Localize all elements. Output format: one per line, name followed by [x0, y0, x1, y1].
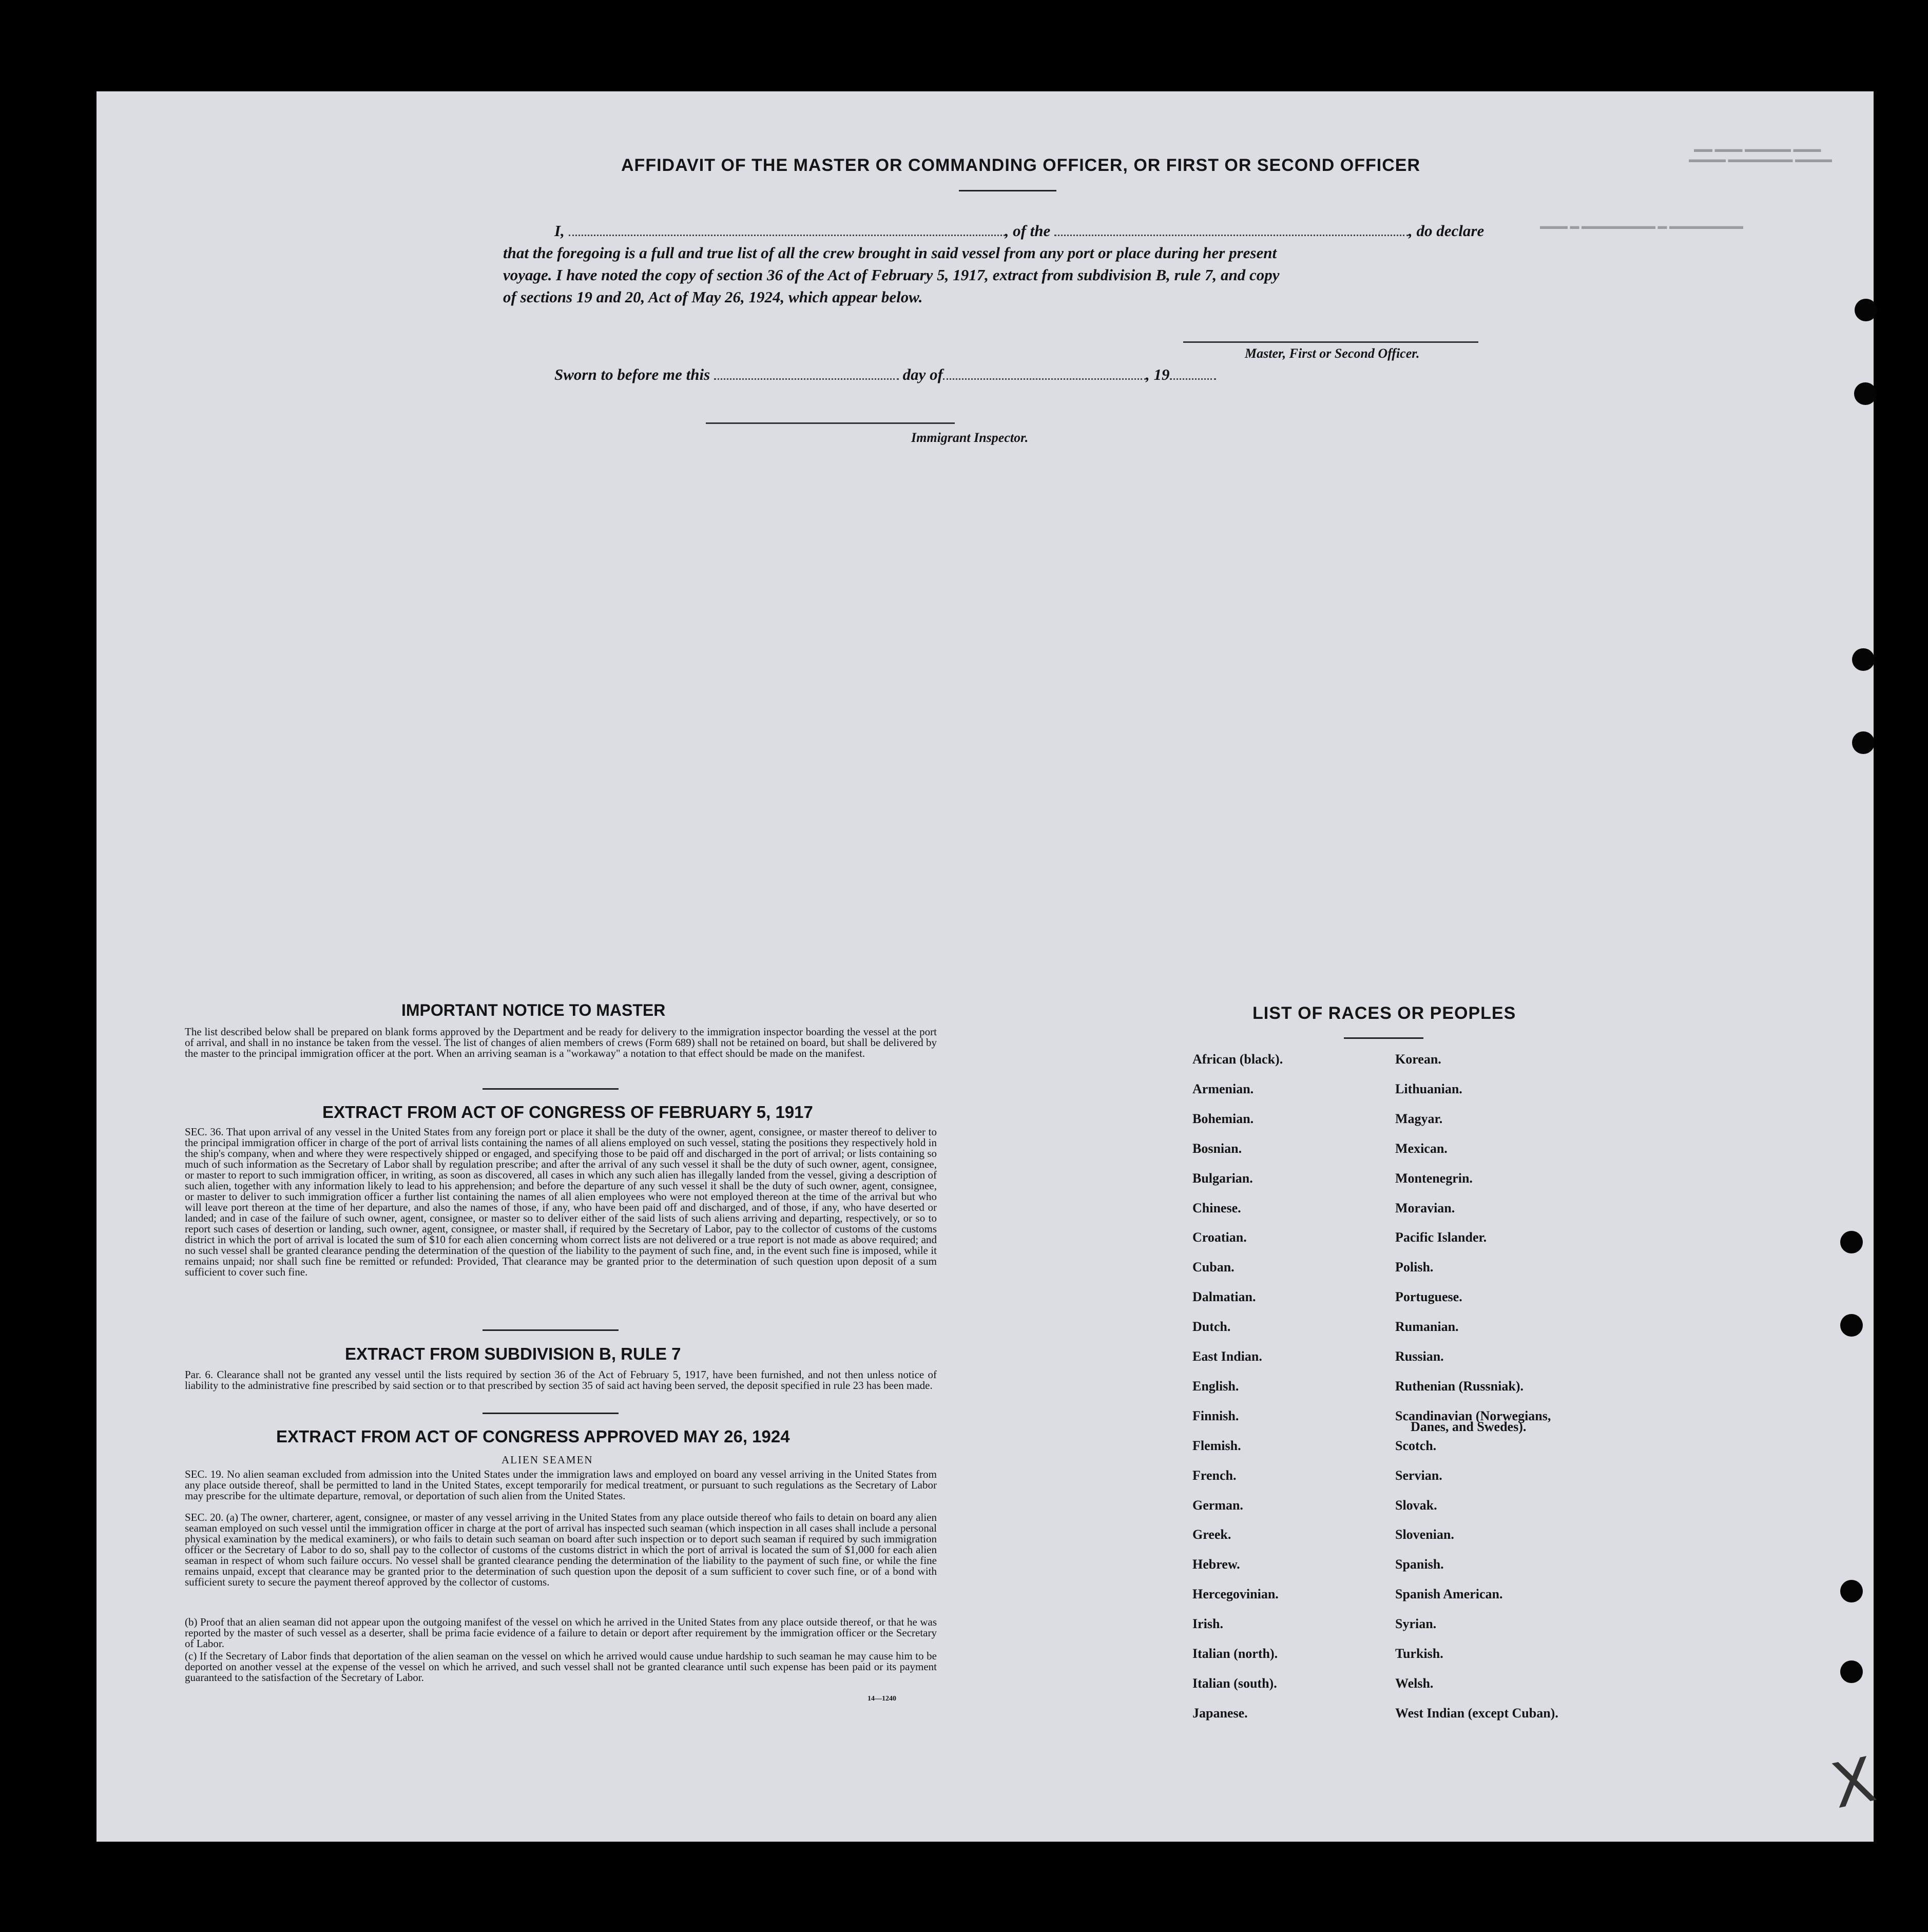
binder-hole: [1840, 1231, 1863, 1253]
race-entry: Pacific Islander.: [1395, 1230, 1487, 1245]
race-entry: Spanish American.: [1395, 1587, 1503, 1602]
race-entry: Mexican.: [1395, 1141, 1448, 1156]
race-entry: East Indian.: [1192, 1349, 1262, 1364]
extract-1917-body: SEC. 36. That upon arrival of any vessel in the United States from any foreign port or place it shall be the duty of the owner, agent, consignee, or master thereof to deliver to the principal immigration officer in charge of the port of arrival lists containing the names of all aliens employed on such vessel, stating the positions they respectively hold in the ship's company, when and where they were respectively shipped or engaged, and specifying those to be paid off and discharged in the port of arrival; or lists containing so much of such information as the Secretary of Labor shall by regulation prescribe; and after the arrival of any such vessel it shall be the duty of such owner, agent, consignee, or master to report to such immigration officer, in writing, as soon as discovered, all cases in which any such alien has illegally landed from the vessel, giving a description of such alien, together with any information likely to lead to his apprehension; and before the departure of any such vessel it shall be the duty of such owner, agent, consignee, or master to deliver to such immigration officer a further list containing the names of all alien employees who were not employed thereon at the time of the arrival but who will leave port thereon at the time of her departure, and also the names of those, if any, who have been paid off and discharged, and of those, if any, who have deserted or landed; and in case of the failure of such owner, agent, consignee, or master so to deliver either of the said lists of such aliens arriving and departing, respectively, or so to report such cases of desertion or landing, such owner, agent, consignee, or master shall, if required by the Secretary of Labor, pay to the collector of customs of the customs district in which the port of arrival is located the sum of $10 for each alien concerning whom correct lists are not delivered or a true report is not made as above required; and no such vessel shall be granted clearance pending the determination of the question of the liability to the payment of such fine, and, in the event such fine is imposed, while it remains unpaid; nor shall such fine be remitted or refunded: Provided, That clearance may be granted prior to the determination of such question upon deposit of a sum sufficient to cover such fine.: [185, 1126, 937, 1278]
binder-hole: [1840, 1660, 1863, 1683]
sworn-text: day of: [902, 365, 943, 383]
race-entry: West Indian (except Cuban).: [1395, 1705, 1558, 1721]
year-blank[interactable]: [1170, 368, 1216, 380]
bleed-through-text: ▬▬▬ ▬ ▬▬▬▬▬▬▬▬ ▬ ▬▬▬▬▬▬▬▬: [1540, 221, 1743, 231]
race-entry: Russian.: [1395, 1349, 1444, 1364]
vessel-blank[interactable]: [1054, 224, 1409, 236]
binder-hole: [1852, 731, 1875, 754]
notice-title: IMPORTANT NOTICE TO MASTER: [401, 1001, 666, 1019]
inspector-caption: Immigrant Inspector.: [911, 430, 1029, 445]
race-entry: Cuban.: [1192, 1260, 1235, 1275]
race-entry: Italian (north).: [1192, 1646, 1278, 1661]
race-entry: English.: [1192, 1378, 1239, 1394]
notice-body: The list described below shall be prepared on blank forms approved by the Department and be ready for delivery to the immigration inspector boarding the vessel at the port of arrival, and shall in no instance be taken from the vessel. The list of changes of alien members of crews (Form 689) shall not be retained on board, but shall be delivered by the master to the principal immigration officer at the port. When an arriving seaman is a "workaway" a notation to that effect should be made on the manifest.: [185, 1026, 937, 1059]
section-divider: [483, 1329, 619, 1331]
sworn-line: [554, 365, 1216, 384]
race-entry: Ruthenian (Russniak).: [1395, 1378, 1524, 1394]
race-entry: Portuguese.: [1395, 1289, 1462, 1305]
races-title: LIST OF RACES OR PEOPLES: [1252, 1003, 1516, 1023]
race-entry: Irish.: [1192, 1616, 1223, 1632]
race-entry: Chinese.: [1192, 1200, 1241, 1215]
sec19-body: SEC. 19. No alien seaman excluded from admission into the United States under the immigration laws and employed on board any vessel arriving in the United States from any place outside thereof, shall be permitted to land in the United States, except temporarily for medical treatment, or pursuant to such regulations as the Secretary of Labor may prescribe for the ultimate departure, removal, or deportation of such alien from the United States.: [185, 1468, 937, 1502]
race-entry: Korean.: [1395, 1052, 1441, 1067]
month-blank[interactable]: [943, 368, 1146, 380]
binder-hole: [1852, 648, 1875, 671]
race-entry: Japanese.: [1192, 1705, 1248, 1721]
binder-hole: [1855, 299, 1877, 321]
race-entry: German.: [1192, 1497, 1243, 1513]
affidavit-text: , of the: [1005, 222, 1051, 240]
sec20c-body: (c) If the Secretary of Labor finds that deportation of the alien seaman on the vessel on which he arrived would cause undue hardship to such seaman he may cause him to be deported on another vessel at the expense of the vessel on which he arrived, and such vessel shall not be granted clearance until such expense has been paid or its payment guaranteed to the satisfaction of the Secretary of Labor.: [185, 1650, 937, 1684]
affidavit-text: , do declare: [1409, 222, 1484, 240]
race-entry: Dalmatian.: [1192, 1289, 1256, 1305]
race-entry: Finnish.: [1192, 1408, 1239, 1423]
race-entry: Dutch.: [1192, 1319, 1231, 1335]
extract-rule7-title: EXTRACT FROM SUBDIVISION B, RULE 7: [345, 1344, 681, 1363]
race-entry: Bohemian.: [1192, 1111, 1254, 1126]
affidavit-text: I,: [554, 222, 565, 240]
sec20a-body: SEC. 20. (a) The owner, charterer, agent, consignee, or master of any vessel arriving in the United States from any place outside thereof who fails to detain on board any alien seaman employed on such vessel until the immigration officer in charge at the port of arrival has inspected such seaman (which inspection in all cases shall include a personal physical examination by the medical examiners), or who fails to detain such seaman on board after such inspection or to deport such seaman if required by such immigration officer or the Secretary of Labor to do so, shall pay to the collector of customs of the customs district in which the port of arrival is located the sum of $1,000 for each alien seaman in respect of whom such failure occurs. No vessel shall be granted clearance pending the determination of the liability to the payment of such fine, or while the fine remains unpaid, except that clearance may be granted prior to the determination of such question upon the deposit of a sum sufficient to cover such fine, or of a bond with sufficient surety to secure the payment thereof approved by the collector of customs.: [185, 1511, 937, 1588]
race-entry: Turkish.: [1395, 1646, 1443, 1661]
binder-hole: [1840, 1580, 1863, 1602]
master-signature-caption: Master, First or Second Officer.: [1245, 346, 1420, 361]
race-entry: Welsh.: [1395, 1675, 1434, 1691]
race-entry: Bulgarian.: [1192, 1170, 1253, 1186]
race-entry: Lithuanian.: [1395, 1081, 1462, 1096]
title-divider: [1344, 1037, 1423, 1039]
handwritten-x-mark: X: [1825, 1744, 1882, 1823]
race-entry: Italian (south).: [1192, 1675, 1277, 1691]
name-blank[interactable]: [569, 224, 1005, 236]
sworn-text: Sworn to before me this: [554, 365, 710, 383]
sec20b-body: (b) Proof that an alien seaman did not appear upon the outgoing manifest of the vessel on which he arrived in the United States from any place outside thereof, or that he was reported by the master of such vessel as a deserter, shall be prima facie evidence of a failure to detain or deport after requirement by the immigration officer or the Secretary of Labor.: [185, 1616, 937, 1650]
race-entry: Moravian.: [1395, 1200, 1455, 1215]
extract-rule7-body: Par. 6. Clearance shall not be granted any vessel until the lists required by section 36 of the Act of February 5, 1917, have been furnished, and not then unless notice of liability to the administrative fine prescribed by said section or to that prescribed by section 35 of said act having been served, the deposit specified in rule 23 has been made.: [185, 1368, 937, 1392]
master-signature-line[interactable]: [1183, 341, 1478, 343]
affidavit-line-4: of sections 19 and 20, Act of May 26, 1924, which appear below.: [503, 288, 923, 306]
day-blank[interactable]: [714, 368, 899, 380]
alien-seamen-subtitle: ALIEN SEAMEN: [502, 1454, 593, 1466]
section-divider: [483, 1413, 619, 1414]
race-entry: African (black).: [1192, 1052, 1283, 1067]
extract-1924-title: EXTRACT FROM ACT OF CONGRESS APPROVED MAY 26, 1924: [276, 1427, 790, 1446]
affidavit-line-2: that the foregoing is a full and true list of all the crew brought in said vessel from any port or place during her present: [503, 244, 1277, 262]
race-entry: Flemish.: [1192, 1438, 1241, 1453]
race-entry: Hercegovinian.: [1192, 1587, 1279, 1602]
race-entry: Scandinavian (Norwegians,: [1395, 1408, 1551, 1423]
extract-1917-title: EXTRACT FROM ACT OF CONGRESS OF FEBRUARY 5, 1917: [322, 1103, 813, 1122]
race-entry: Hebrew.: [1192, 1557, 1240, 1572]
race-entry: Slovak.: [1395, 1497, 1437, 1513]
race-entry: Spanish.: [1395, 1557, 1444, 1572]
race-entry: French.: [1192, 1467, 1237, 1483]
race-entry: Montenegrin.: [1395, 1170, 1473, 1186]
race-entry: Armenian.: [1192, 1081, 1254, 1096]
inspector-signature-line[interactable]: [706, 422, 955, 424]
race-entry: Syrian.: [1395, 1616, 1437, 1632]
race-entry: Polish.: [1395, 1260, 1434, 1275]
form-number: 14—1240: [867, 1695, 896, 1703]
binder-hole: [1854, 382, 1877, 405]
affidavit-title: AFFIDAVIT OF THE MASTER OR COMMANDING OFFICER, OR FIRST OR SECOND OFFICER: [621, 156, 1420, 175]
affidavit-body: [503, 220, 1514, 308]
bleed-through-text: ▬▬▬▬ ▬▬▬▬▬▬▬ ▬▬▬▬: [1689, 154, 1832, 164]
race-entry: Croatian.: [1192, 1230, 1247, 1245]
affidavit-line-3: voyage. I have noted the copy of section 36 of the Act of February 5, 1917, extract from subdivision B, rule 7, and copy: [503, 266, 1280, 284]
race-entry: Rumanian.: [1395, 1319, 1459, 1335]
race-entry: Scotch.: [1395, 1438, 1437, 1453]
binder-hole: [1840, 1314, 1863, 1337]
race-entry: Bosnian.: [1192, 1141, 1242, 1156]
affidavit-line-1: [503, 220, 1514, 242]
race-entry: Magyar.: [1395, 1111, 1443, 1126]
bleed-through-text: ▬▬ ▬▬▬ ▬▬▬▬▬ ▬▬▬: [1694, 144, 1821, 154]
race-entry: Servian.: [1395, 1467, 1442, 1483]
section-divider: [483, 1088, 619, 1090]
race-entry: Slovenian.: [1395, 1527, 1454, 1542]
sworn-text: , 19: [1146, 365, 1170, 383]
race-entry: Greek.: [1192, 1527, 1231, 1542]
title-divider: [959, 190, 1056, 191]
race-entry-continuation: Danes, and Swedes).: [1411, 1419, 1527, 1434]
